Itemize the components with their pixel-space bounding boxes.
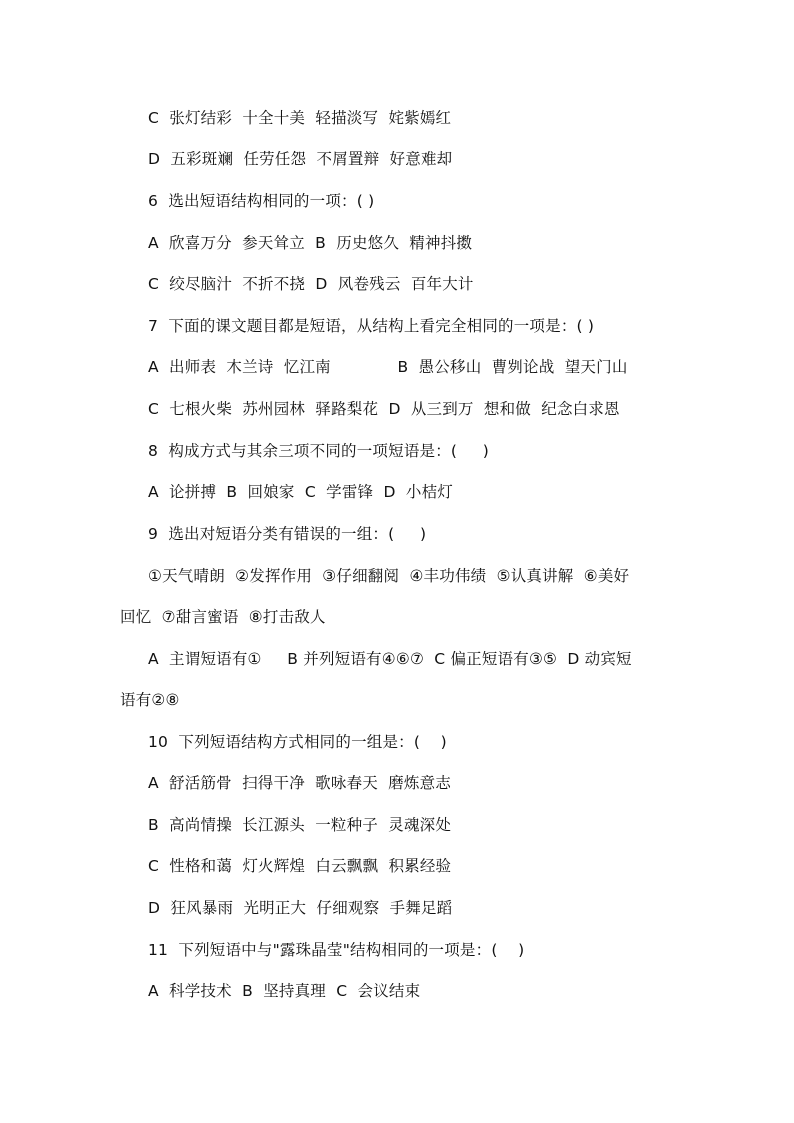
option-c-q5: C 张灯结彩 十全十美 轻描淡写 姹紫嫣红 bbox=[148, 109, 452, 127]
question-9: 9 选出对短语分类有错误的一组：( ) bbox=[148, 525, 427, 543]
phrase-list-q9-cont: 回忆 ⑦甜言蜜语 ⑧打击敌人 bbox=[120, 608, 326, 626]
option-d-q10: D 狂风暴雨 光明正大 仔细观察 手舞足蹈 bbox=[148, 899, 453, 917]
phrase-list-q9: ①天气晴朗 ②发挥作用 ③仔细翻阅 ④丰功伟绩 ⑤认真讲解 ⑥美好 bbox=[148, 567, 630, 585]
question-11: 11 下列短语中与"露珠晶莹"结构相同的一项是：( ) bbox=[148, 941, 525, 959]
options-q11: A 科学技术 B 坚持真理 C 会议结束 bbox=[148, 982, 421, 1000]
options-ab-q7: A 出师表 木兰诗 忆江南 B 愚公移山 曹刿论战 望天门山 bbox=[148, 358, 628, 376]
question-7: 7 下面的课文题目都是短语，从结构上看完全相同的一项是：( ) bbox=[148, 317, 595, 335]
options-q8: A 论拼搏 B 回娘家 C 学雷锋 D 小桔灯 bbox=[148, 483, 453, 501]
option-a-q10: A 舒活筋骨 扫得干净 歌咏春天 磨炼意志 bbox=[148, 774, 452, 792]
option-b-q10: B 高尚情操 长江源头 一粒种子 灵魂深处 bbox=[148, 816, 452, 834]
option-d-q5: D 五彩斑斓 任劳任怨 不屑置辩 好意难却 bbox=[148, 150, 453, 168]
options-q9: A 主谓短语有① B 并列短语有④⑥⑦ C 偏正短语有③⑤ D 动宾短 bbox=[148, 650, 632, 668]
options-ab-q6: A 欣喜万分 参天耸立 B 历史悠久 精神抖擞 bbox=[148, 234, 473, 252]
question-10: 10 下列短语结构方式相同的一组是：( ) bbox=[148, 733, 447, 751]
options-cd-q6: C 绞尽脑汁 不折不挠 D 风卷残云 百年大计 bbox=[148, 275, 474, 293]
question-8: 8 构成方式与其余三项不同的一项短语是：( ) bbox=[148, 442, 490, 460]
question-6: 6 选出短语结构相同的一项：( ) bbox=[148, 192, 375, 210]
option-c-q10: C 性格和蔼 灯火辉煌 白云飘飘 积累经验 bbox=[148, 857, 452, 875]
options-q9-cont: 语有②⑧ bbox=[120, 691, 180, 709]
options-cd-q7: C 七根火柴 苏州园林 驿路梨花 D 从三到万 想和做 纪念白求恩 bbox=[148, 400, 620, 418]
